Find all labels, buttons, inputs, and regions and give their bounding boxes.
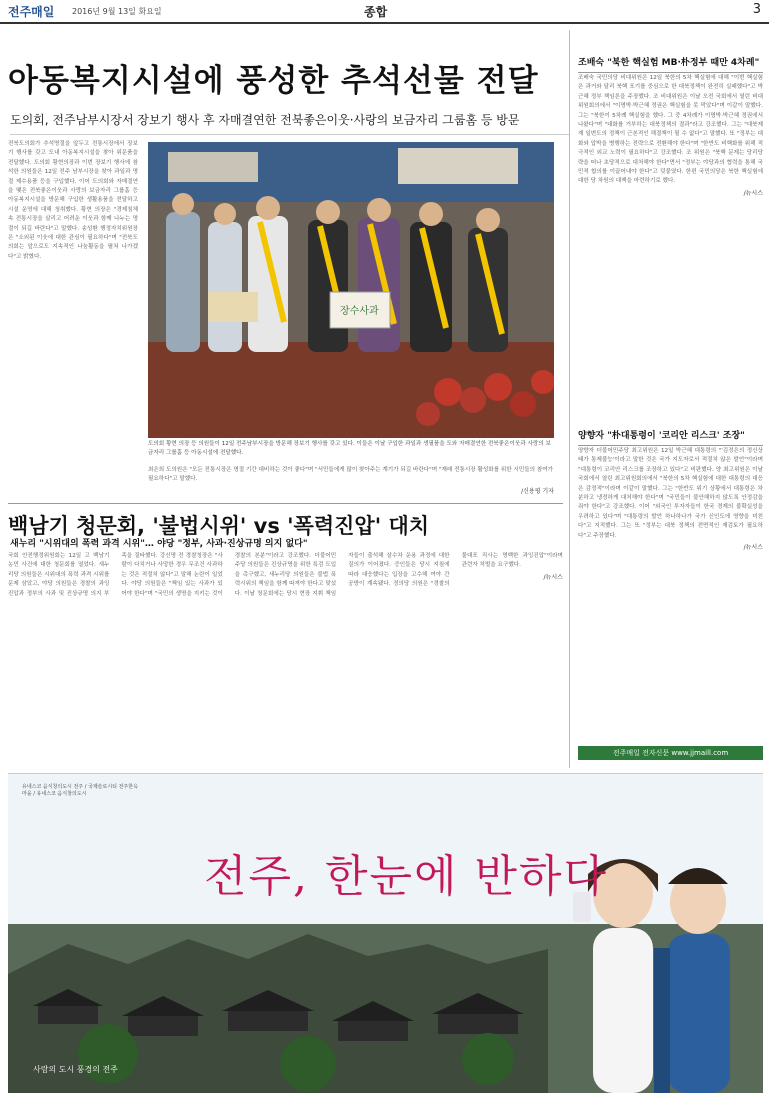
article1-body: 전북도의회가 추석명절을 앞두고 전통시장에서 장보기 행사를 갖고 도내 아동복지시설을 찾아 위문품을 전달했다. 도의회 황현의장과 이번 장보기 행사에 참석한 의원들은 12일 전주 남부시장을 찾아 과일과 명절 제수용품 등을 구입했다. 이어 도의회와 자매결연을 맺은 전북좋은이웃과 사랑의 보금자리 그룹홈 등 아동복지시설을 방문해 구입한 생활용품을 전달하고 시설 운영에 대해 청취했다. 황현 의장은 "경제침체 속 전통시장을 살리고 어려운 이웃과 함께 나누는 명절이 되길 바란다"고 말했다. 송성환 행정자치위원장은 "소외된 이웃에 대한 관심이 필요하다"며 "전북도의회는 앞으로도 지속적인 나눔활동을 펼쳐 나가겠다"고 밝혔다. xyxy=(8,141,138,260)
article1-subheadline: 도의회, 전주남부시장서 장보기 행사 후 자매결연한 전북좋은이웃·사랑의 보금자리 그룹홈 등 방문 xyxy=(10,111,570,135)
right2-byline: /뉴시스 xyxy=(743,544,763,552)
section-divider xyxy=(8,503,563,504)
article2-byline: /뉴시스 xyxy=(543,573,563,581)
ad-logos: 유네스코 음식창의도시 전주 / 국제슬로시티 전주한옥마을 / 유네스코 음식창의도시 xyxy=(22,784,138,797)
ad-caption: 사람의 도시 풍경의 전주 xyxy=(33,1065,118,1074)
ad-background xyxy=(8,774,763,1093)
article2-headline: 백남기 청문회, '불법시위' vs '폭력진압' 대치 xyxy=(8,514,430,538)
column-divider xyxy=(569,30,570,768)
right2-body xyxy=(578,447,763,743)
right2-body-text: 양향자 더불어민주당 최고위원은 12일 박근혜 대통령의 "'김정은의 정신상태가 통제불능'이라고 말한 것은 국가 지도자로서 적절치 않은 발언"이라며 "대통령이 코리안 리스크를 조장하고 있다"고 비판했다. 양 최고위원은 이날 국회에서 열린 최고위원회의에서 "북한의 5차 핵실험에 대한 대통령의 대응은 감정적"이라며 이같이 말했다. 그는 "한반도 위기 상황에서 대통령은 차분하고 냉정하게 대처해야 한다"며 "국민들이 불안해하지 않도록 안정감을 줘야 한다"고 강조했다. 이어 "외국인 투자자들이 한국 경제의 불확실성을 우려하고 있다"며 "대통령의 발언 하나하나가 국가 신인도에 영향을 미친다"고 지적했다. 그는 또 "정부는 대북 정책의 전면적인 재검토가 필요하다"고 주장했다. xyxy=(578,448,763,539)
article2-body-text: 국회 안전행정위원회는 12일 고 백남기 농민 사건에 대한 청문회를 열었다. 새누리당 의원들은 시위대의 폭력 과격 시위를 문제 삼았고, 야당 의원들은 경찰의 과잉진압과 정부의 사과 및 진상규명 의지 부족을 질타했다. 강신명 전 경찰청장은 "사람이 다치거나 사망한 경우 무조건 사과하는 것은 적절치 않다"고 말해 논란이 일었다. 야당 의원들은 "책임 있는 사과가 있어야 한다"며 "국민의 생명을 지키는 것이 경찰의 본분"이라고 강조했다. 더불어민주당 의원들은 진상규명을 위한 특검 도입을 촉구했고, 새누리당 의원들은 불법 폭력시위의 책임을 함께 따져야 한다고 맞섰다. 이날 청문회에는 당시 현장 지휘 책임자들이 출석해 살수차 운용 과정에 대한 질의가 이어졌다. 증인들은 당시 지침에 따라 대응했다는 입장을 고수해 여야 간 공방이 계속됐다. 정의당 의원은 "경찰의 물대포 직사는 명백한 과잉진압"이라며 관련자 처벌을 요구했다. xyxy=(8,553,563,597)
right2-headline: 양향자 "朴대통령이 '코리안 리스크' 조장" xyxy=(578,428,763,446)
page-number: 3 xyxy=(752,2,761,17)
right1-body xyxy=(578,74,763,422)
right1-byline: /뉴시스 xyxy=(743,189,763,197)
issue-date: 2016년 9월 13일 화요일 xyxy=(72,7,162,16)
right1-headline: 조배숙 "북한 핵실험 MB·朴정부 때만 4차례" xyxy=(578,55,763,73)
section-name: 종합 xyxy=(364,5,388,19)
right1-body-text: 조배숙 국민의당 비대위원은 12일 북한의 5차 핵실험에 대해 "이번 핵실험은 과거와 달리 북핵 포기를 중심으로 한 대북정책이 완전히 실패했다"고 박근혜 정부 책임론을 주장했다. 조 비대위원은 이날 오전 국회에서 열린 비대위원회의에서 "이명박·박근혜 정권은 핵실험을 못 막았다"며 이같이 말했다. 그는 "북한이 5차례 핵실험을 했다. 그 중 4차례가 이명박·박근혜 정권에서 나왔다"며 "대화를 거부하는 대북정책의 결과"라고 강조했다. 그는 "대북제재 일변도의 정책이 근본적인 해결책이 될 수 없다"고 말했다. 또 "정부는 대화와 압박을 병행하는 전략으로 전환해야 한다"며 "한반도 비핵화를 위해 적극적인 외교 노력이 필요하다"고 강조했다. 조 위원은 "북핵 문제는 당리당략을 떠나 초당적으로 대처해야 한다"면서 "정부는 야당과의 협력을 통해 국민적 합의를 이끌어내야 한다"고 덧붙였다. 한편 국민의당은 북한 핵실험에 대한 당 차원의 대책을 마련하기로 했다. xyxy=(578,75,763,185)
article1-headline: 아동복지시설에 풍성한 추석선물 전달 xyxy=(8,63,539,99)
article1-body-bottom xyxy=(148,466,554,496)
page-header xyxy=(0,0,769,24)
article1-byline: /신용평 기자 xyxy=(521,487,554,495)
article2-subheadline: 새누리 "시위대의 폭력 과격 시위"… 야당 "정부, 사과·진상규명 의지 없다" xyxy=(10,539,308,549)
photo-caption: 도의회 황현 의장 등 의원들이 12일 전주남부시장을 방문해 장보기 행사를 갖고 있다. 이들은 이날 구입한 과일과 생필품을 도와 자매결연한 전북좋은이웃과 사랑의 보금자리 그룹홈 등 아동시설에 전달했다. xyxy=(148,441,551,456)
article1-body-bottom-text: 최은희 도의원은 "모든 전통시장은 명절 기간 대비하는 것이 좋다"며 "서민들에게 많이 찾아주는 계기가 되길 바란다"며 "재래 전통시장 활성화를 위한 시민들의 참여가 필요하다"고 말했다. xyxy=(148,467,554,483)
article2-body xyxy=(8,552,563,768)
market-photo-illustration xyxy=(148,142,554,438)
tourism-ad xyxy=(8,773,763,1093)
photo-banner-text: 장수사과 xyxy=(340,306,379,317)
paper-name: 전주매일 xyxy=(8,5,55,19)
e-paper-link[interactable]: 전주매일 전자신문 www.jjmaill.com xyxy=(578,746,763,760)
ad-slogan: 전주, 한눈에 반하다 xyxy=(204,851,608,902)
article1-photo xyxy=(148,142,554,438)
